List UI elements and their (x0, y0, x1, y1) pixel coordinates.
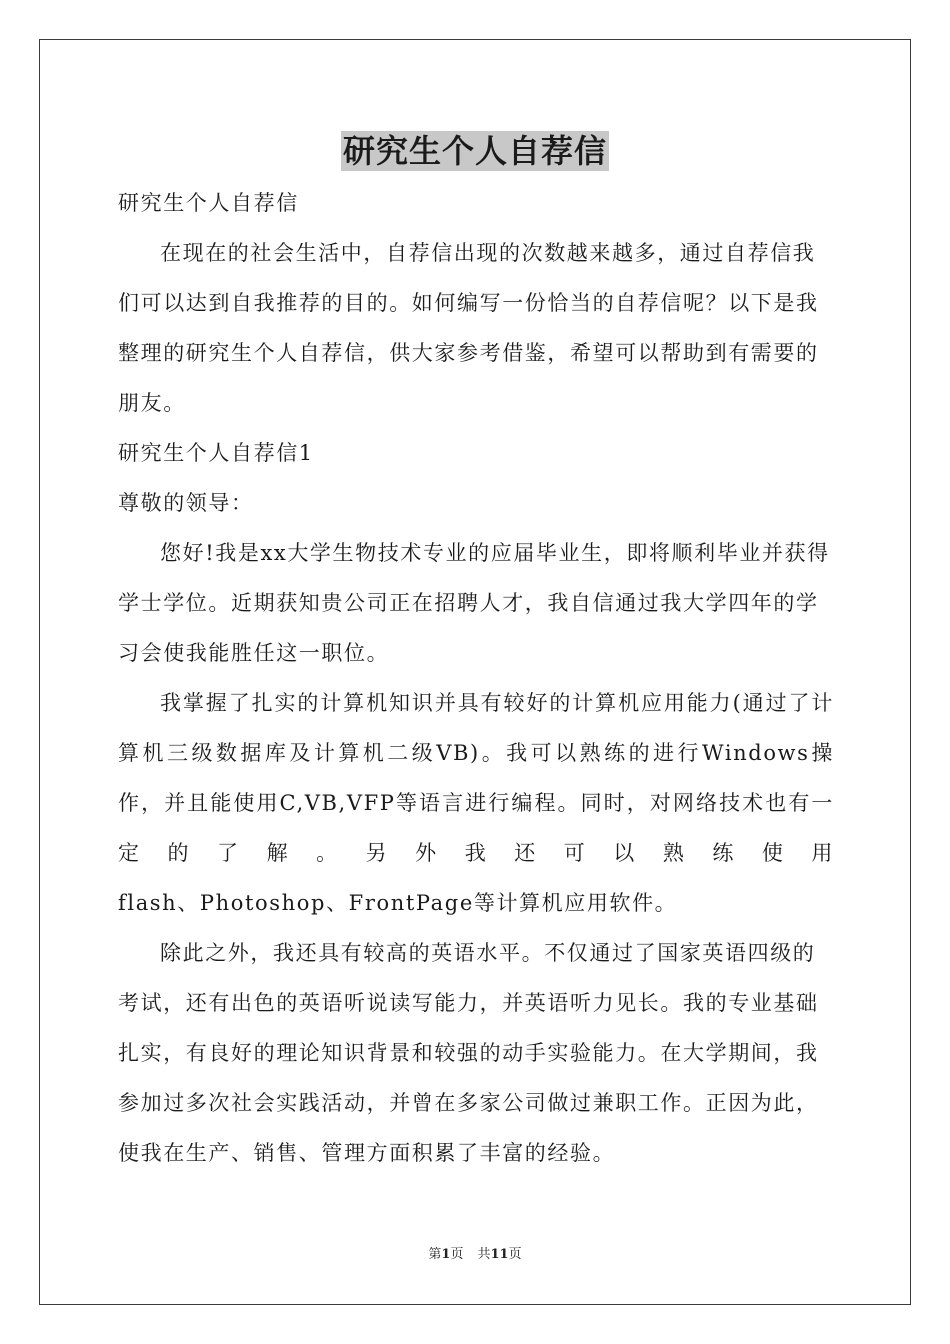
page-prefix: 第 (428, 1247, 442, 1262)
total-suffix: 页 (508, 1247, 522, 1262)
total-prefix: 共 (477, 1247, 491, 1262)
paragraph-english-skills: 除此之外，我还具有较高的英语水平。不仅通过了国家英语四级的考试，还有出色的英语听说读写能力，并英语听力见长。我的专业基础扎实，有良好的理论知识背景和较强的动手实验能力。在大学期间，我参加过多次社会实践活动，并曾在多家公司做过兼职工作。正因为此，使我在生产、销售、管理方面积累了丰富的经验。 (118, 941, 819, 1165)
section-heading: 研究生个人自荐信1 (118, 441, 314, 465)
document-title-container (0, 127, 950, 175)
page-suffix: 页 (450, 1247, 464, 1262)
page-footer (0, 1245, 950, 1265)
document-body (118, 178, 834, 1178)
page-number: 1 (441, 1247, 451, 1262)
paragraph-introduction: 您好!我是xx大学生物技术专业的应届毕业生，即将顺利毕业并获得学士学位。近期获知贵公司正在招聘人才，我自信通过我大学四年的学习会使我能胜任这一职位。 (118, 541, 830, 665)
paragraph-computer-skills: 我掌握了扎实的计算机知识并具有较好的计算机应用能力(通过了计算机三级数据库及计算机二级VB)。我可以熟练的进行Windows操作，并且能使用C,VB,VFP等语言进行编程。同时，对网络技术也有一定的了解。另外我还可以熟练使用 (118, 691, 834, 865)
document-subtitle: 研究生个人自荐信 (118, 191, 299, 215)
paragraph-computer-skills-continued: flash、Photoshop、FrontPage等计算机应用软件。 (118, 891, 678, 915)
total-pages: 11 (490, 1247, 509, 1262)
intro-paragraph: 在现在的社会生活中，自荐信出现的次数越来越多，通过自荐信我们可以达到自我推荐的目的。如何编写一份恰当的自荐信呢？以下是我整理的研究生个人自荐信，供大家参考借鉴，希望可以帮助到有需要的朋友。 (118, 241, 819, 415)
salutation: 尊敬的领导： (118, 491, 254, 515)
document-title: 研究生个人自荐信 (342, 132, 607, 170)
